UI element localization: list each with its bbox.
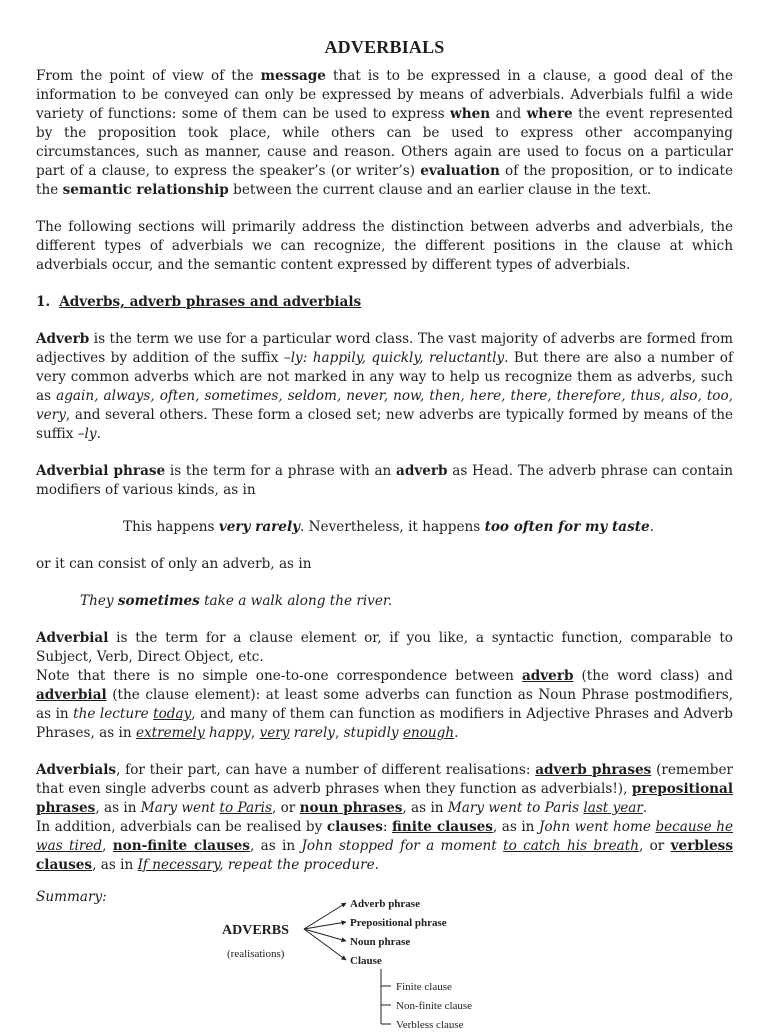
text-run: is the term we use for a particular word class. The vast majority of adverbs are formed from adjectives by addition of the suffix – [36,331,733,366]
text-run: the event represented by the proposition took place, while others can be used to express other accompanying circumstances, such as manner, cause and reason. Others again are used to focus on a particular part of a clause, to express the speaker’s (or writer’s) [36,106,733,179]
text-run: to catch his breath [503,838,639,854]
text-run: when [450,106,491,122]
intro-paragraph-1 [36,67,733,200]
text-run: as Head. The adverb phrase can contain modifiers of various kinds, as in [36,463,733,498]
text-run: Mary went [140,800,220,816]
text-run: because he was tired [36,819,733,854]
text-run: . [642,800,648,816]
text-run: message [260,68,326,84]
arrow-clause [304,929,346,960]
text-run: . But there are also a number of very common adverbs which are not marked in any way to help us recognize them as adverbs, such as [36,350,733,404]
adverbial-definition [36,629,733,667]
text-run: of the proposition, or to indicate the [36,163,733,198]
section-number: 1. [36,294,51,310]
text-run: sometimes [117,593,200,609]
text-run: is the term for a clause element or, if you like, a syntactic function, comparable to Subject, Verb, Direct Object, etc. [36,630,733,665]
text-run: stupidly [343,725,403,741]
text-run: where [526,106,573,122]
arrow-noun-phrase [304,929,346,941]
text-run: Note that there is no simple one-to-one correspondence between [36,668,522,684]
text-run: The following sections will primarily address the distinction between adverbs and adverbials, the different types of adverbials we can recognize, the different positions in the clause at which adverbials occur, and the semantic content expressed by different types of adverbials. [36,219,733,273]
text-run: : [382,819,393,835]
text-run: , [102,838,113,854]
text-run: , as in [492,819,539,835]
page-title: ADVERBIALS [324,37,445,57]
text-run: , and several others. These form a closed set; new adverbs are typically formed by means of the suffix – [36,407,733,442]
example-sentence-1 [36,518,733,537]
text-run: , as in [92,857,138,873]
text-run: take a walk along the river. [199,593,393,609]
example-sentence-2 [36,592,733,611]
text-run: , and many of them can function as modifiers in Adjective Phrases and Adverb Phrases, as in [36,706,733,741]
text-run: very [259,725,290,741]
text-run: . Nevertheless, it happens [300,519,485,535]
text-run: Mary went to Paris [447,800,584,816]
text-run: adverbial [36,687,107,703]
clause-type-finite: Finite clause [396,981,452,993]
note-paragraph [36,667,733,743]
text-run: From the point of view of the [36,68,261,84]
text-run: , repeat the procedure. [219,857,379,873]
text-run: , [250,725,260,741]
branch-prepositional-phrase: Prepositional phrase [350,917,447,929]
text-run: evaluation [420,163,500,179]
clause-bracket [381,969,391,1024]
text-run: the lecture [73,706,154,722]
branch-adverb-phrase: Adverb phrase [350,898,420,910]
text-run: They [80,593,118,609]
diagram-root-note: (realisations) [227,948,285,960]
text-run: adverb [521,668,574,684]
text-run: that is to be expressed in a clause, a good deal of the information to be conveyed can only be expressed by means of adverbials. Adverbials fulfil a wide variety of functions: some of them can be used to express [36,68,733,122]
summary-diagram [36,892,733,1032]
text-run: (remember that even single adverbs count as adverb phrases when they function as adverbials!), [36,762,733,797]
text-run: , as in [95,800,141,816]
text-run: ly: happily, quickly, reluctantly [290,350,505,366]
text-run: , as in [402,800,448,816]
text-run: semantic relationship [62,182,229,198]
text-run: between the current clause and an earlier clause in the text. [228,182,652,198]
or-text [36,555,733,574]
text-run: Adverbials [36,762,117,778]
text-run: happy [204,725,251,741]
text-run: This happens [123,519,219,535]
clause-type-non-finite: Non-finite clause [396,1000,473,1012]
branch-noun-phrase: Noun phrase [350,936,411,948]
text-run: , for their part, can have a number of different realisations: [116,762,536,778]
text-run: again, always, often, sometimes, seldom, never, now, then, here, there, therefore, thus, also, too, very [36,388,733,423]
text-run: John stopped for a moment [301,838,504,854]
text-run: and [490,106,527,122]
text-run: to Paris [219,800,272,816]
text-run: , as in [249,838,302,854]
text-run: prepositional phrases [36,781,733,816]
text-run: . [96,426,101,442]
text-run: noun phrases [299,800,403,816]
text-run: John went home [538,819,656,835]
text-run: In addition, adverbials can be realised by [36,819,327,835]
text-run: enough [402,725,455,741]
text-run: rarely [289,725,335,741]
text-run: Adverb [36,331,90,347]
adverb-definition [36,330,733,444]
text-run: is the term for a phrase with an [165,463,397,479]
text-run: , or [271,800,300,816]
adverb-phrase-definition [36,462,733,500]
text-run: too often for my taste [484,519,650,535]
text-run: . [649,519,654,535]
text-run: Adverbial [36,630,109,646]
text-run: (the word class) and [573,668,733,684]
text-run: adverb phrases [535,762,652,778]
text-run: last year [583,800,643,816]
diagram-root: ADVERBS [222,923,289,938]
text-run: non-finite clauses [112,838,250,854]
text-run: finite clauses [392,819,493,835]
text-run: , or [638,838,671,854]
intro-paragraph-2 [36,218,733,275]
text-run: Adverbial phrase [36,463,166,479]
text-run: , [334,725,344,741]
section-title: Adverbs, adverb phrases and adverbials [59,294,362,310]
summary-label: Summary: [36,889,107,905]
text-run: If necessary [137,857,220,873]
text-run: extremely [135,725,205,741]
branch-clause: Clause [350,955,382,967]
section-heading [36,293,733,312]
text-run: ly [84,426,97,442]
text-run: (the clause element): at least some adverbs can function as Noun Phrase postmodifiers, as in [36,687,733,722]
text-run: verbless clauses [36,838,733,873]
summary-section [36,889,733,1032]
clause-type-verbless: Verbless clause [396,1019,464,1031]
document-page [36,36,733,1032]
text-run: today [153,706,192,722]
realisations-paragraph [36,761,733,818]
text-run: very rarely [218,519,301,535]
text-run: clauses [326,819,383,835]
text-run: . [454,725,459,741]
text-run: or it can consist of only an adverb, as in [36,556,312,572]
clauses-paragraph [36,818,733,875]
text-run: adverb [396,463,448,479]
